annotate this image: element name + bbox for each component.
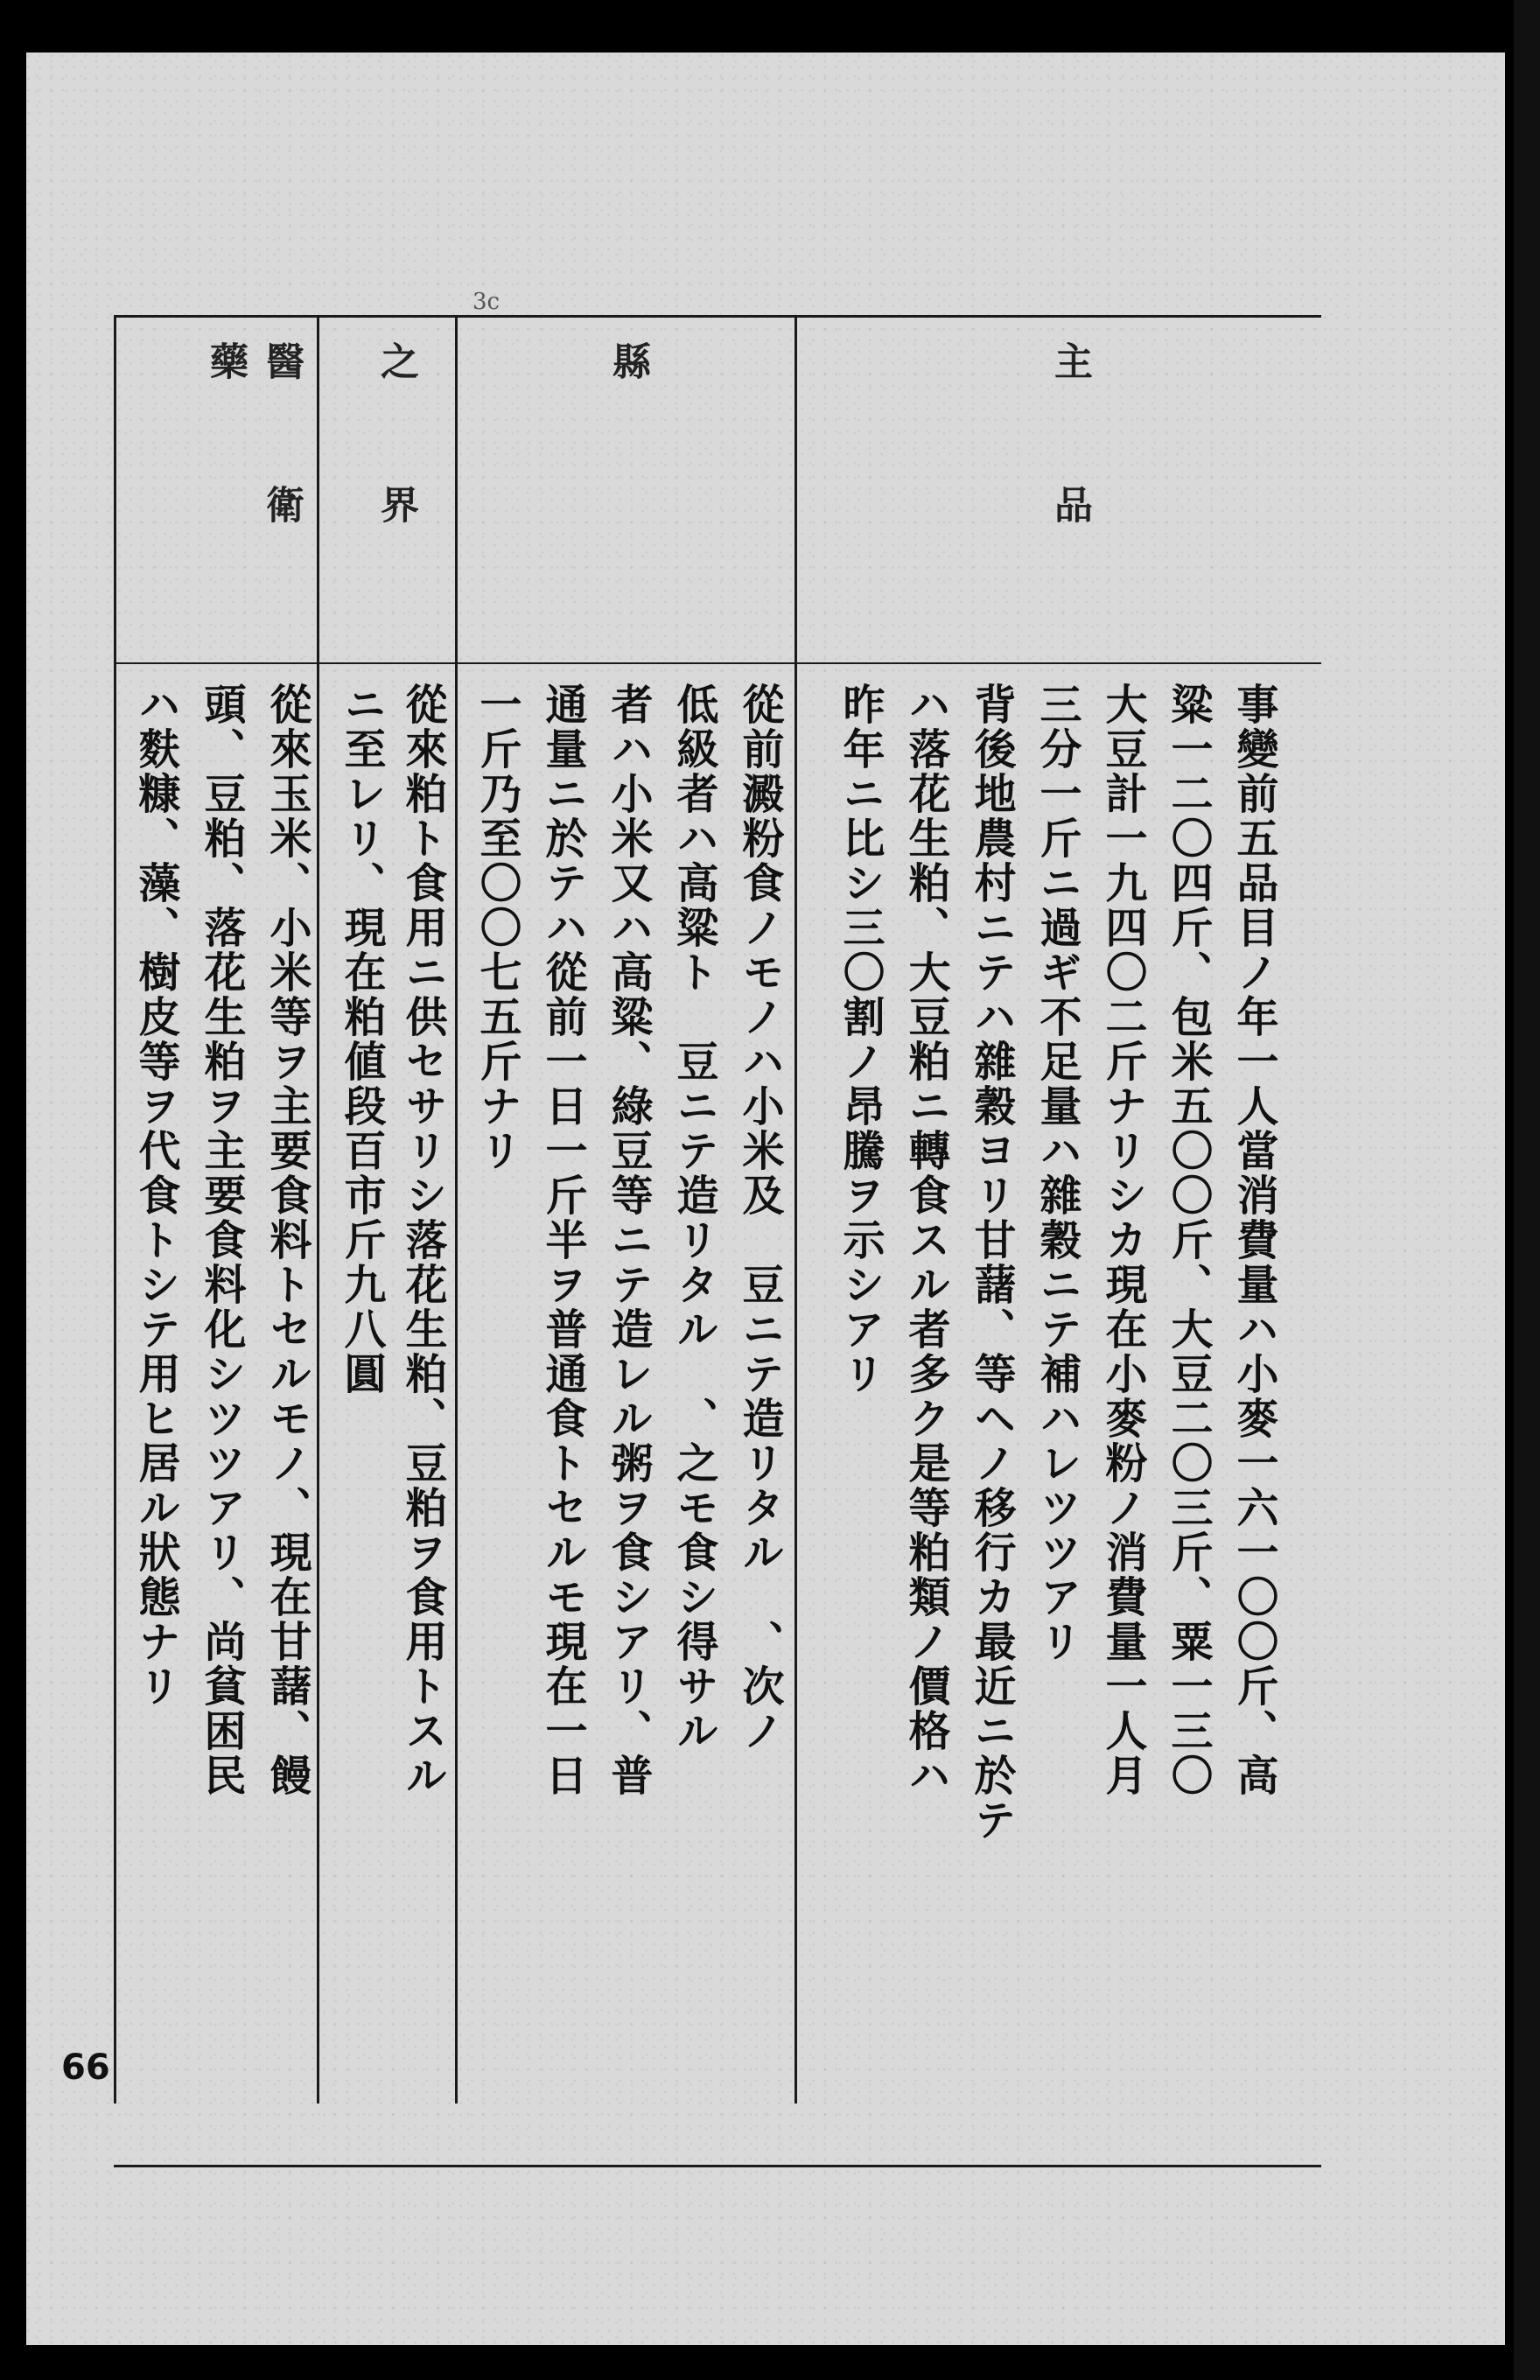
- column-divider: [114, 315, 116, 2104]
- header-county: 縣: [606, 341, 650, 485]
- table-bottom-rule: [114, 2165, 1321, 2167]
- text-column: 頭、豆粕、落花生粕ヲ主要食料化シツツアリ、尚貧困民: [197, 682, 246, 1798]
- text-column: ハ麩糠、藻、樹皮等ヲ代食トシテ用ヒ居ル狀態ナリ: [131, 682, 180, 1709]
- text-column: 背後地農村ニテハ雜穀ヨリ甘藷、等ヘノ移行カ最近ニ於テ: [967, 682, 1016, 1843]
- text-column: ハ落花生粕、大豆粕ニ轉食スル者多ク是等粕類ノ價格ハ: [901, 682, 950, 1798]
- text-column: 三分一斤ニ過ギ不足量ハ雜穀ニテ補ハレツツアリ: [1032, 682, 1082, 1664]
- top-mark: 3c: [472, 289, 500, 315]
- table-frame: [114, 315, 1321, 2166]
- header-grain: 主品: [1047, 341, 1092, 628]
- text-column: 一斤乃至〇〇七五斤ナリ: [472, 682, 522, 1173]
- text-column: 者ハ小米又ハ高粱、綠豆等ニテ造レル粥ヲ食シアリ、普: [604, 682, 653, 1798]
- text-column: 從前澱粉食ノモノハ小米及 豆ニテ造リタル 、次ノ: [735, 682, 784, 1754]
- text-column: 事變前五品目ノ年一人當消費量ハ小麥一六一〇〇斤、高: [1229, 682, 1278, 1798]
- table-top-rule: [114, 315, 1321, 318]
- text-column: 從來玉米、小米等ヲ主要食料トセルモノ、現在甘藷、饅: [262, 682, 312, 1798]
- text-column: 通量ニ於テハ從前一日一斤半ヲ普通食トセルモ現在一日: [538, 682, 587, 1798]
- page-number: 66: [61, 2048, 110, 2088]
- text-column: 從來粕ト食用ニ供セサリシ落花生粕、豆粕ヲ食用トスル: [398, 682, 447, 1798]
- column-divider: [794, 315, 797, 2104]
- document-page: [26, 52, 1505, 2345]
- header-medical: 醫衛藥: [203, 341, 304, 628]
- text-column: 低級者ハ高粱ト 豆ニテ造リタル 、之モ食シ得サル: [669, 682, 718, 1754]
- header-border: 之界: [374, 341, 418, 628]
- header-divider: [114, 662, 1321, 664]
- text-column: 昨年ニ比シ三〇割ノ昂騰ヲ示シアリ: [836, 682, 885, 1396]
- text-column: 大豆計一九四〇二斤ナリシカ現在小麥粉ノ消費量一人月: [1098, 682, 1147, 1798]
- text-column: 粱一二〇四斤、包米五〇〇斤、大豆二〇三斤、粟一三〇: [1164, 682, 1213, 1798]
- text-column: ニ至レリ、現在粕値段百市斤九八圓: [337, 682, 386, 1396]
- book-spine: [1514, 0, 1540, 2380]
